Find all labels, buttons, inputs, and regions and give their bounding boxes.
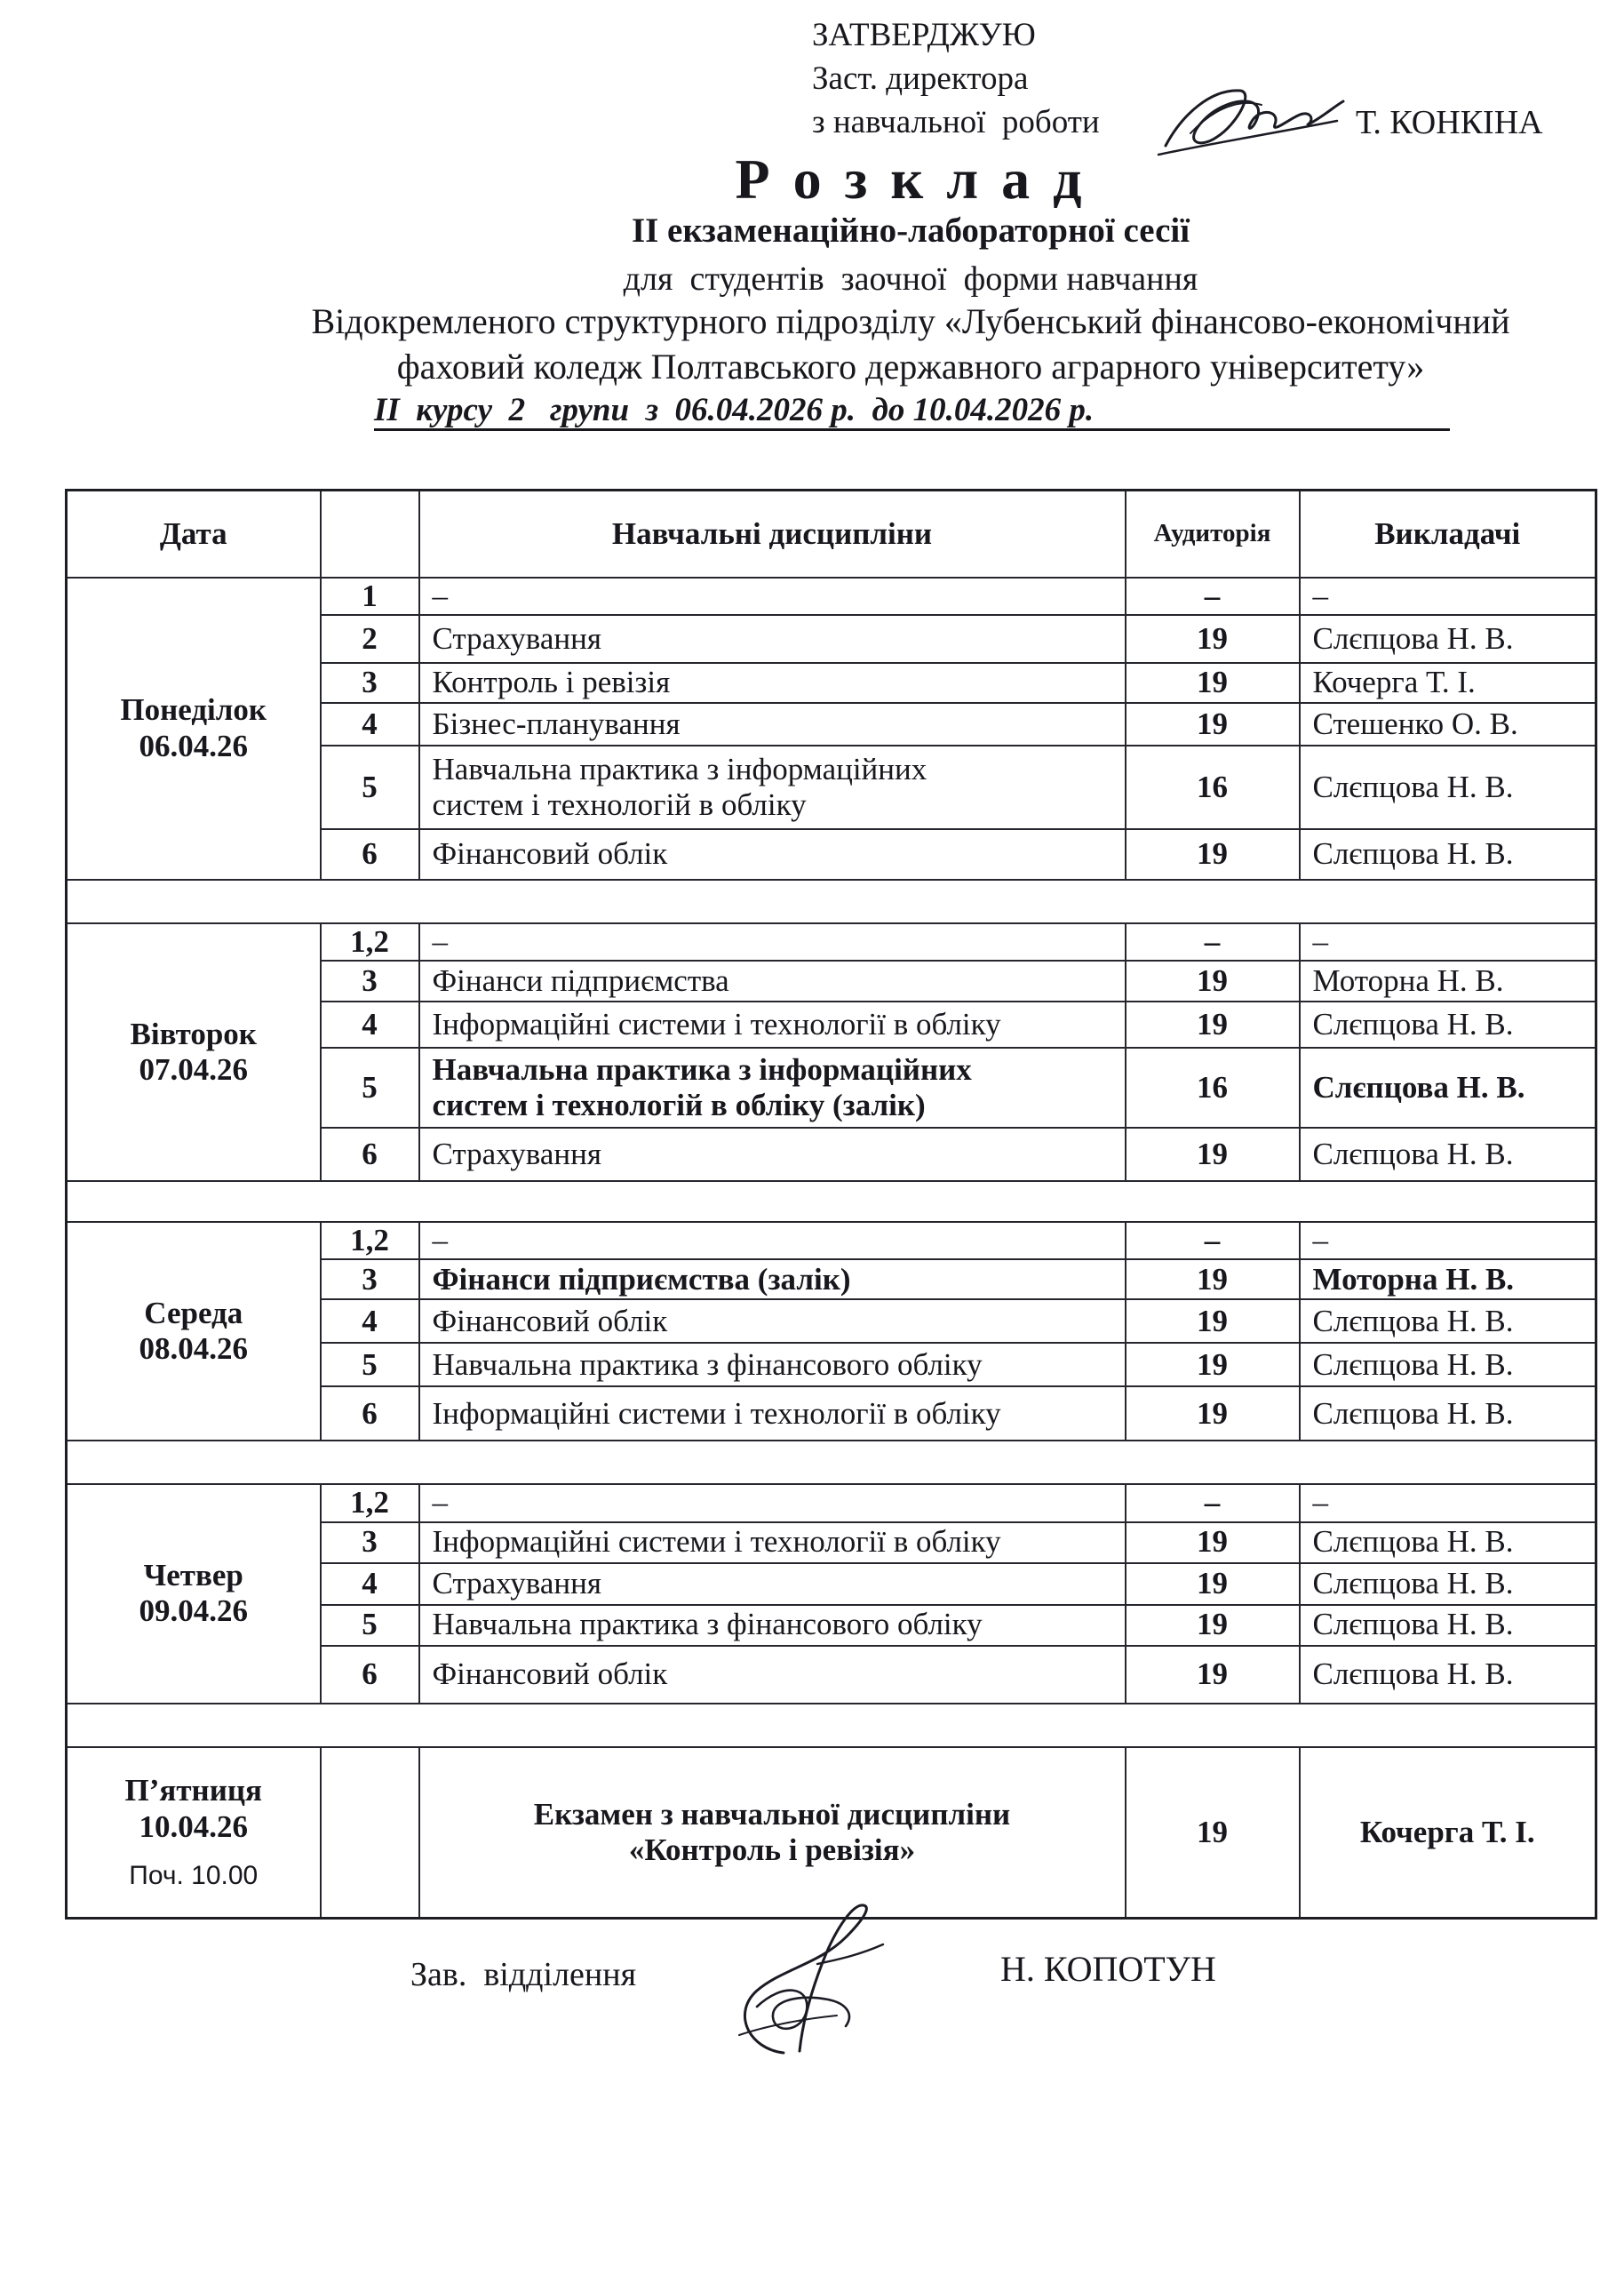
- day-date: 08.04.26: [139, 1331, 248, 1367]
- discipline-line: Навчальна практика з інформаційних: [432, 751, 927, 786]
- day-name: Вівторок: [130, 1016, 257, 1051]
- discipline: Фінансовий облік: [419, 1299, 1126, 1343]
- lesson-number: 4: [321, 1563, 419, 1605]
- date-cell-thursday: [67, 1484, 321, 1703]
- day-separator-row: [67, 1441, 1596, 1484]
- discipline: –: [419, 923, 1126, 961]
- header-discipline: Навчальні дисципліни: [419, 491, 1126, 578]
- room: 19: [1126, 1747, 1300, 1919]
- teacher: Слєпцова Н. В.: [1300, 1563, 1596, 1605]
- discipline: Страхування: [419, 1128, 1126, 1181]
- lesson-number: 5: [321, 1048, 419, 1128]
- room: –: [1126, 923, 1300, 961]
- approval-heading: ЗАТВЕРДЖУЮ: [812, 17, 1036, 53]
- header-date: Дата: [67, 491, 321, 578]
- teacher: Кочерга Т. І.: [1300, 1747, 1596, 1919]
- day-separator-row: [67, 880, 1596, 923]
- lesson-number: 5: [321, 746, 419, 829]
- discipline: Контроль і ревізія: [419, 663, 1126, 703]
- lesson-number: 6: [321, 1128, 419, 1181]
- teacher: Моторна Н. В.: [1300, 961, 1596, 1002]
- discipline: Інформаційні системи і технології в обліку: [419, 1386, 1126, 1441]
- discipline: [419, 1048, 1126, 1128]
- discipline: Інформаційні системи і технології в обліку: [419, 1522, 1126, 1563]
- footer-position: Зав. відділення: [410, 1956, 637, 1993]
- date-cell-friday: [67, 1747, 321, 1919]
- approval-position-line2: з навчальної роботи: [812, 104, 1100, 140]
- day-date: 07.04.26: [139, 1051, 248, 1087]
- lesson-number: 4: [321, 1002, 419, 1048]
- room: 19: [1126, 961, 1300, 1002]
- institution-line1: Відокремленого структурного підрозділу «Лубенський фінансово-економічний: [311, 301, 1510, 341]
- discipline: Фінансовий облік: [419, 829, 1126, 880]
- room: –: [1126, 1222, 1300, 1259]
- room: 19: [1126, 615, 1300, 663]
- lesson-number: 4: [321, 703, 419, 746]
- discipline-line: систем і технологій в обліку (залік): [432, 1088, 926, 1122]
- table-row: [67, 578, 1596, 615]
- teacher: Слєпцова Н. В.: [1300, 1002, 1596, 1048]
- discipline: Фінанси підприємства (залік): [419, 1259, 1126, 1299]
- discipline: Фінансовий облік: [419, 1646, 1126, 1704]
- discipline: –: [419, 1484, 1126, 1521]
- table-row: [67, 1222, 1596, 1259]
- table-header-row: [67, 491, 1596, 578]
- date-cell-monday: [67, 578, 321, 880]
- discipline: –: [419, 1222, 1126, 1259]
- document-title: Р о з к л а д: [735, 148, 1087, 211]
- room: 19: [1126, 1343, 1300, 1386]
- teacher: Слєпцова Н. В.: [1300, 1299, 1596, 1343]
- teacher: Стешенко О. В.: [1300, 703, 1596, 746]
- institution-line2: фаховий коледж Полтавського державного аграрного університету»: [396, 347, 1425, 387]
- footer-signatory: Н. КОПОТУН: [1000, 1949, 1216, 1989]
- room: 19: [1126, 1259, 1300, 1299]
- day-separator: [67, 1181, 1596, 1222]
- teacher: –: [1300, 1222, 1596, 1259]
- day-name: Понеділок: [120, 692, 267, 728]
- lesson-number: 3: [321, 1522, 419, 1563]
- room: 16: [1126, 746, 1300, 829]
- teacher: –: [1300, 578, 1596, 615]
- room: 19: [1126, 829, 1300, 880]
- lesson-number: 5: [321, 1605, 419, 1646]
- room: 19: [1126, 1646, 1300, 1704]
- discipline: Страхування: [419, 615, 1126, 663]
- teacher: Кочерга Т. І.: [1300, 663, 1596, 703]
- lesson-number: 3: [321, 663, 419, 703]
- room: 19: [1126, 1002, 1300, 1048]
- lesson-number: 3: [321, 1259, 419, 1299]
- room: 19: [1126, 1128, 1300, 1181]
- teacher: –: [1300, 1484, 1596, 1521]
- discipline-line: Екзамен з навчальної дисципліни: [533, 1796, 1011, 1832]
- lesson-number: 6: [321, 1646, 419, 1704]
- teacher: Слєпцова Н. В.: [1300, 1128, 1596, 1181]
- discipline: [419, 1747, 1126, 1919]
- teacher: –: [1300, 923, 1596, 961]
- table-row: [67, 923, 1596, 961]
- room: 19: [1126, 1605, 1300, 1646]
- teacher: Слєпцова Н. В.: [1300, 1048, 1596, 1128]
- document-subtitle: ІІ екзаменаційно-лабораторної сесії: [631, 212, 1190, 250]
- lesson-number: 1,2: [321, 1222, 419, 1259]
- lesson-number: 6: [321, 829, 419, 880]
- day-name: Четвер: [143, 1558, 243, 1593]
- day-name: Середа: [144, 1295, 243, 1330]
- date-cell-wednesday: [67, 1222, 321, 1441]
- discipline: Навчальна практика з фінансового обліку: [419, 1343, 1126, 1386]
- discipline: Фінанси підприємства: [419, 961, 1126, 1002]
- exam-start-time: Поч. 10.00: [129, 1860, 259, 1890]
- teacher: Слєпцова Н. В.: [1300, 615, 1596, 663]
- day-separator: [67, 880, 1596, 923]
- lesson-number: 5: [321, 1343, 419, 1386]
- lesson-number: 6: [321, 1386, 419, 1441]
- header-room: Аудиторія: [1126, 491, 1300, 578]
- schedule-table: [65, 489, 1597, 1920]
- room: 19: [1126, 1522, 1300, 1563]
- header-number: [321, 491, 419, 578]
- teacher: Слєпцова Н. В.: [1300, 1646, 1596, 1704]
- discipline-line: Навчальна практика з інформаційних: [432, 1051, 972, 1087]
- discipline: Інформаційні системи і технології в обліку: [419, 1002, 1126, 1048]
- date-cell-tuesday: [67, 923, 321, 1181]
- discipline: [419, 746, 1126, 829]
- lesson-number: 1: [321, 578, 419, 615]
- lesson-number: 1,2: [321, 1484, 419, 1521]
- teacher: Слєпцова Н. В.: [1300, 829, 1596, 880]
- room: 19: [1126, 703, 1300, 746]
- discipline: –: [419, 578, 1126, 615]
- lesson-number: 1,2: [321, 923, 419, 961]
- table-row: [67, 1747, 1596, 1919]
- day-date: 10.04.26: [139, 1808, 248, 1844]
- day-separator: [67, 1704, 1596, 1747]
- teacher: Слєпцова Н. В.: [1300, 1522, 1596, 1563]
- room: –: [1126, 578, 1300, 615]
- teacher: Моторна Н. В.: [1300, 1259, 1596, 1299]
- room: 19: [1126, 663, 1300, 703]
- room: 16: [1126, 1048, 1300, 1128]
- room: 19: [1126, 1386, 1300, 1441]
- day-name: П’ятниця: [124, 1773, 262, 1808]
- students-line: для студентів заочної форми навчання: [623, 260, 1198, 298]
- day-date: 09.04.26: [139, 1593, 248, 1629]
- teacher: Слєпцова Н. В.: [1300, 746, 1596, 829]
- day-date: 06.04.26: [139, 728, 248, 763]
- lesson-number: 2: [321, 615, 419, 663]
- footer-signature: [721, 1902, 890, 2062]
- room: 19: [1126, 1299, 1300, 1343]
- discipline-line: «Контроль і ревізія»: [628, 1832, 916, 1867]
- day-separator-row: [67, 1181, 1596, 1222]
- room: 19: [1126, 1563, 1300, 1605]
- approval-position-line1: Заст. директора: [812, 60, 1029, 97]
- discipline-line: систем і технологій в обліку: [432, 786, 807, 822]
- day-separator: [67, 1441, 1596, 1484]
- discipline: Страхування: [419, 1563, 1126, 1605]
- teacher: Слєпцова Н. В.: [1300, 1343, 1596, 1386]
- teacher: Слєпцова Н. В.: [1300, 1605, 1596, 1646]
- header-teacher: Викладачі: [1300, 491, 1596, 578]
- lesson-number: 4: [321, 1299, 419, 1343]
- day-separator-row: [67, 1704, 1596, 1747]
- approval-signatory: Т. КОНКІНА: [1356, 104, 1543, 141]
- lesson-number: 3: [321, 961, 419, 1002]
- table-row: [67, 1484, 1596, 1521]
- teacher: Слєпцова Н. В.: [1300, 1386, 1596, 1441]
- discipline: Бізнес-планування: [419, 703, 1126, 746]
- group-line: ІІ курсу 2 групи з 06.04.2026 р. до 10.04.2026 р.: [374, 394, 1450, 431]
- lesson-number: [321, 1747, 419, 1919]
- room: –: [1126, 1484, 1300, 1521]
- discipline: Навчальна практика з фінансового обліку: [419, 1605, 1126, 1646]
